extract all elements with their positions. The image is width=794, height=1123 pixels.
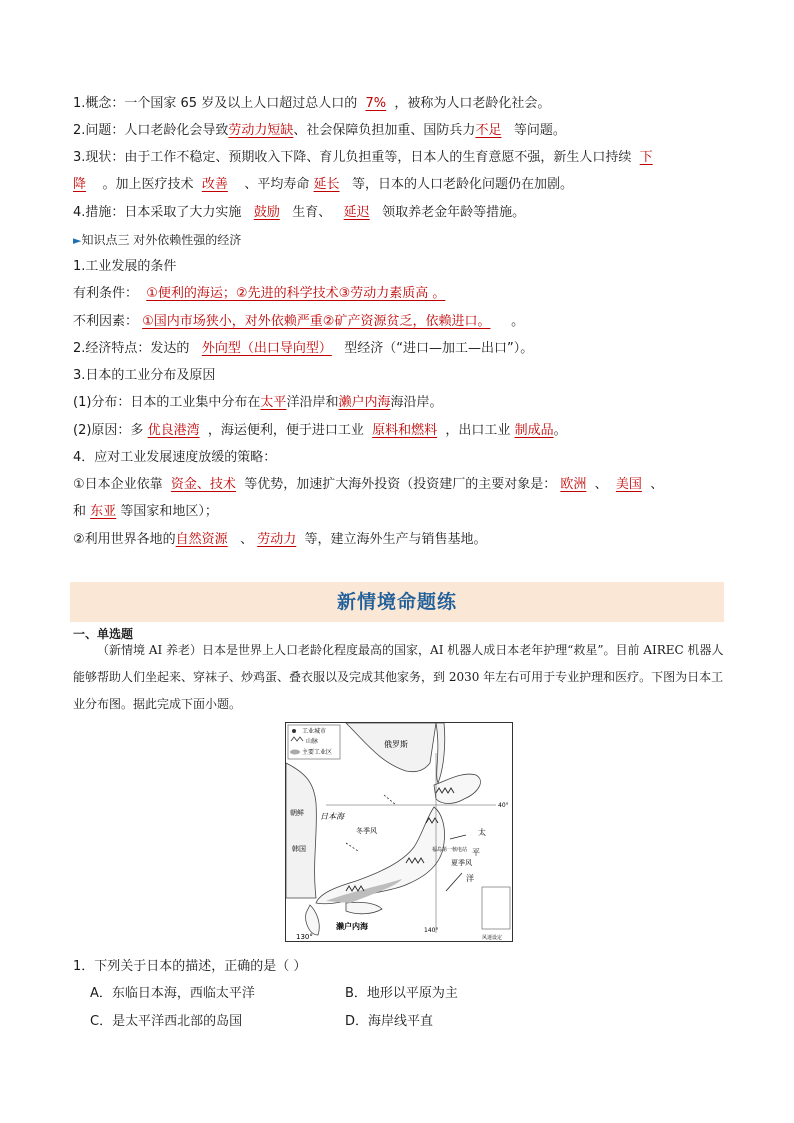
line-economy: 2.经济特点：发达的 外向型（出口导向型） 型经济（“进口—加工—出口”）。 xyxy=(73,341,534,356)
triangle-marker-icon: ► xyxy=(73,234,82,247)
sakhalin-land xyxy=(436,723,445,783)
line-status-cont: 降 。加上医疗技术 改善 、平均寿命 延长 等，日本的人口老龄化问题仍在加剧。 xyxy=(73,177,573,192)
legend-label-city: 工业城市 xyxy=(302,728,327,735)
context-text: 日本是世界上人口老龄化程度最高的国家，AI 机器人成日本老年护理“救星”。目前 AIREC 机器人能够帮助人们坐起来、穿袜子、炒鸡蛋、叠衣服以及完成其他家务，到 2030 年左右可用于专业护理和医疗。下图为日本工业分布图。据此完成下面小题。 xyxy=(73,643,724,711)
shikoku-land xyxy=(346,902,382,914)
map-legend xyxy=(288,725,340,759)
line-strategy-1: ①日本企业依靠 资金、技术 等优势，加速扩大海外投资（投资建厂的主要对象是： 欧洲 、 美国 、 xyxy=(73,477,664,492)
label-pacific-1: 太 xyxy=(478,828,486,837)
label-winter-monsoon: 冬季风 xyxy=(356,827,377,835)
option-b[interactable]: B．地形以平原为主 xyxy=(345,986,458,1001)
line-advantages: 有利条件： ①便利的海运；②先进的科学技术③劳动力素质高 。 xyxy=(73,286,446,301)
line-industry-conditions: 1.工业发展的条件 xyxy=(73,259,177,274)
legend-label-mountain: 山脉 xyxy=(306,738,319,745)
kyushu-land xyxy=(306,905,320,935)
line-disadvantages: 不利因素： ①国内市场狭小，对外依赖严重②矿产资源贫乏，依赖进口。 。 xyxy=(73,314,525,329)
section-title: 一、单选题 xyxy=(73,627,134,641)
label-seto-inland-sea: 濑户内海 xyxy=(336,922,368,931)
hokkaido-land xyxy=(434,774,480,803)
line-problem: 2.问题：人口老龄化会导致劳动力短缺、社会保障负担加重、国防兵力不足 等问题。 xyxy=(73,123,566,138)
korea-land xyxy=(286,763,316,898)
label-sea-of-japan: 日本海 xyxy=(320,812,344,821)
question-context xyxy=(73,637,733,718)
line-measures: 4.措施：日本采取了大力实施 鼓励 生育、 延迟 领取养老金年龄等措施。 xyxy=(73,205,526,220)
line-reasons: (2)原因：多 优良港湾 ，海运便利，便于进口工业 原料和燃料 ，出口工业 制成品。 xyxy=(73,423,567,438)
option-d[interactable]: D．海岸线平直 xyxy=(345,1014,434,1029)
label-south-korea: 韩国 xyxy=(292,845,306,853)
line-strategy-2: ②利用世界各地的自然资源 、 劳动力 等，建立海外生产与销售基地。 xyxy=(73,532,487,547)
japan-industry-map xyxy=(285,722,513,942)
label-lon-140: 140° xyxy=(424,927,439,934)
label-summer-monsoon: 夏季风 xyxy=(451,859,472,867)
label-lat-40: 40° xyxy=(498,802,509,809)
context-tag: （新情境 AI 养老） xyxy=(97,643,203,657)
inset-map-box xyxy=(482,887,510,929)
legend-label-industrial: 主要工业区 xyxy=(302,749,333,756)
line-strategy-1-cont: 和 东亚 等国家和地区）； xyxy=(73,504,218,519)
label-fukushima: 福岛第一核电站 xyxy=(432,847,468,853)
line-concept: 1.概念：一个国家 65 岁及以上人口超过总人口的 7% ，被称为人口老龄化社会。 xyxy=(73,96,551,111)
label-pacific-2: 平 xyxy=(472,848,480,857)
label-russia: 俄罗斯 xyxy=(384,740,408,749)
option-c[interactable]: C．是太平洋西北部的岛国 xyxy=(90,1014,243,1029)
map-svg xyxy=(286,723,512,941)
line-status: 3.现状：由于工作不稳定、预期收入下降、育儿负担重等，日本人的生育意愿不强，新生人口持续 下 xyxy=(73,150,653,165)
label-pacific-3: 洋 xyxy=(466,874,474,883)
question-1-stem: 1．下列关于日本的描述，正确的是（ ） xyxy=(73,959,307,974)
line-strategies-title: 4．应对工业发展速度放缓的策略： xyxy=(73,450,277,465)
knowledge-point-heading: ►知识点三 对外依赖性强的经济 xyxy=(73,233,242,247)
option-a[interactable]: A．东临日本海，西临太平洋 xyxy=(90,986,255,1001)
label-lon-130: 130° xyxy=(296,933,313,941)
line-distribution-title: 3.日本的工业分布及原因 xyxy=(73,368,216,383)
label-north-korea: 朝鲜 xyxy=(290,809,304,817)
label-source: 风迷设定 xyxy=(482,935,503,941)
line-distribution: (1)分布：日本的工业集中分布在太平洋沿岸和濑户内海海沿岸。 xyxy=(73,395,443,410)
section-banner: 新情境命题练 xyxy=(70,582,724,622)
